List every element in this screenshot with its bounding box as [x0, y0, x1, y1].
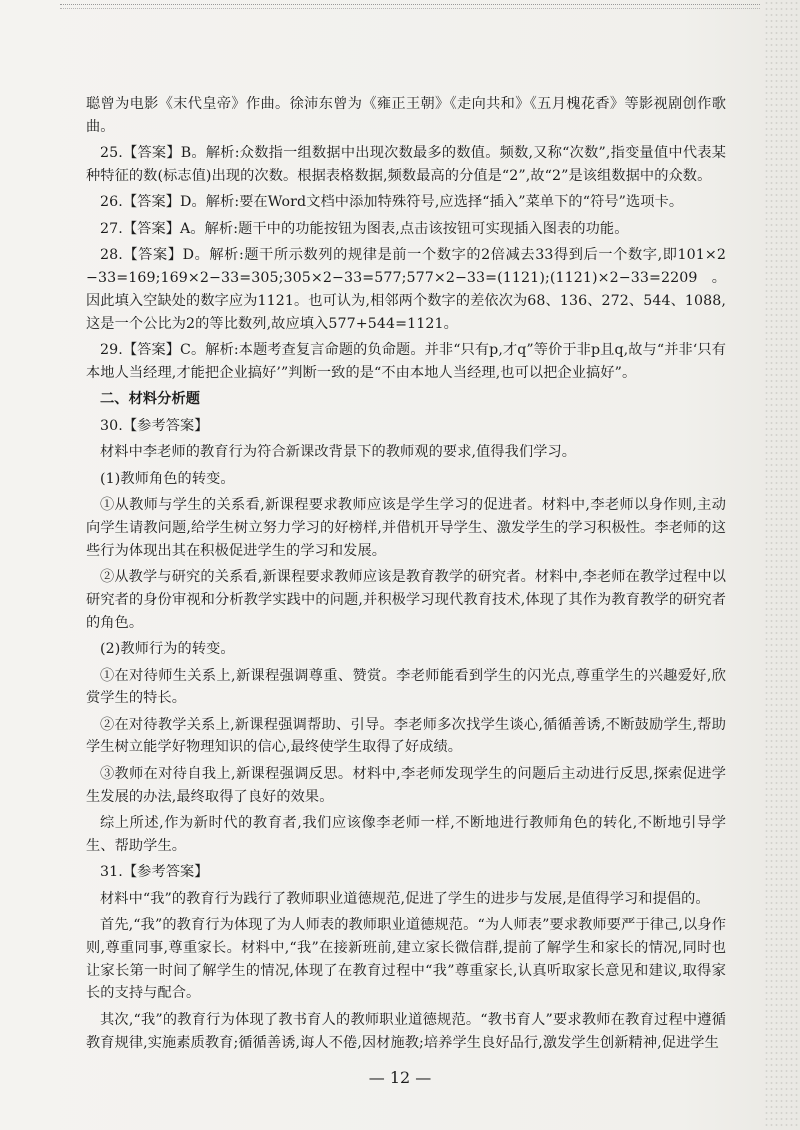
answer-31-heading: 31.【参考答案】: [100, 864, 209, 881]
answer-25: 25.【答案】B。解析:众数指一组数据中出现次数最多的数值。频数,又称“次数”,指变量值中代表某种特征的数(标志值)出现的次数。根据表格数据,频数最高的分值是“2”,故“2”是该组数据中的众数。: [86, 145, 726, 184]
answer-30-point-2-3: ③教师在对待自我上,新课程强调反思。材料中,李老师发现学生的问题后主动进行反思,探索促进学生发展的办法,最终取得了良好的效果。: [86, 765, 726, 805]
answer-30-point-1-1: ①从教师与学生的关系看,新课程要求教师应该是学生学习的促进者。材料中,李老师以身作则,主动向学生请教问题,给学生树立努力学习的好榜样,并借机开导学生、激发学生的学习积极性。李老师的这些行为体现出其在积极促进学生的学习和发展。: [86, 497, 726, 559]
answer-30-point-1-2: ②从教学与研究的关系看,新课程要求教师应该是教育教学的研究者。材料中,李老师在教学过程中以研究者的身份审视和分析教学实践中的问题,并积极学习现代教育技术,体现了其作为教育教学的研究者的角色。: [86, 569, 726, 631]
answer-31-point-2: 其次,“我”的教育行为体现了教书育人的教师职业道德规范。“教书育人”要求教师在教育过程中遵循教育规律,实施素质教育;循循善诱,诲人不倦,因材施教;培养学生良好品行,激发学生创新精神,促进学生: [86, 1011, 726, 1051]
answer-30-subheading-2: (2)教师行为的转变。: [100, 641, 235, 658]
answer-27: 27.【答案】A。解析:题干中的功能按钮为图表,点击该按钮可实现插入图表的功能。: [100, 220, 629, 237]
scan-edge-noise: [764, 0, 800, 1130]
answer-30-point-2-2: ②在对待教学关系上,新课程强调帮助、引导。李老师多次找学生谈心,循循善诱,不断鼓励学生,帮助学生树立能学好物理知识的信心,最终使学生取得了好成绩。: [86, 716, 726, 756]
answer-26: 26.【答案】D。解析:要在Word文档中添加特殊符号,应选择“插入”菜单下的“符号”选项卡。: [100, 194, 684, 211]
answer-30-conclusion: 综上所述,作为新时代的教育者,我们应该像李老师一样,不断地进行教师角色的转化,不断地引导学生、帮助学生。: [86, 815, 726, 854]
document-body: [86, 93, 726, 1058]
answer-30-subheading-1: (1)教师角色的转变。: [100, 470, 235, 487]
answer-31-intro: 材料中“我”的教育行为践行了教师职业道德规范,促进了学生的进步与发展,是值得学习和提倡的。: [100, 890, 710, 907]
paragraph-continuation: 聪曾为电影《末代皇帝》作曲。徐沛东曾为《雍正王朝》《走向共和》《五月槐花香》等影视剧创作歌曲。: [86, 96, 726, 135]
answer-31-point-1: 首先,“我”的教育行为体现了为人师表的教师职业道德规范。“为人师表”要求教师要严于律己,以身作则,尊重同事,尊重家长。材料中,“我”在接新班前,建立家长微信群,提前了解学生和家长的情况,同时也让家长第一时间了解学生的情况,体现了在教育过程中“我”尊重家长,认真听取家长意见和建议,取得家长的支持与配合。: [86, 917, 726, 1002]
answer-30-intro: 材料中李老师的教育行为符合新课改背景下的教师观的要求,值得我们学习。: [100, 444, 577, 461]
answer-30-heading: 30.【参考答案】: [100, 417, 209, 434]
page-number: — 12 —: [368, 1068, 432, 1087]
section-heading-material-analysis: 二、材料分析题: [100, 391, 201, 408]
answer-29: 29.【答案】C。解析:本题考查复言命题的负命题。并非“只有p,才q”等价于非p且q,故与“并非‘只有本地人当经理,才能把企业搞好’”判断一致的是“不由本地人当经理,也可以把企业搞好”。: [86, 342, 726, 381]
top-border-rule: [60, 4, 760, 9]
answer-30-point-2-1: ①在对待师生关系上,新课程强调尊重、赞赏。李老师能看到学生的闪光点,尊重学生的兴趣爱好,欣赏学生的特长。: [86, 667, 726, 707]
answer-28: 28.【答案】D。解析:题干所示数列的规律是前一个数字的2倍减去33得到后一个数字,即101×2−33=169;169×2−33=305;305×2−33=577;577×2−33=(1121);(1121)×2−33=2209。因此填入空缺处的数字应为1121。也可认为,相邻两个数字的差依次为68、136、272、544、1088,这是一个公比为2的等比数列,故应填入577+544=1121。: [86, 247, 726, 332]
